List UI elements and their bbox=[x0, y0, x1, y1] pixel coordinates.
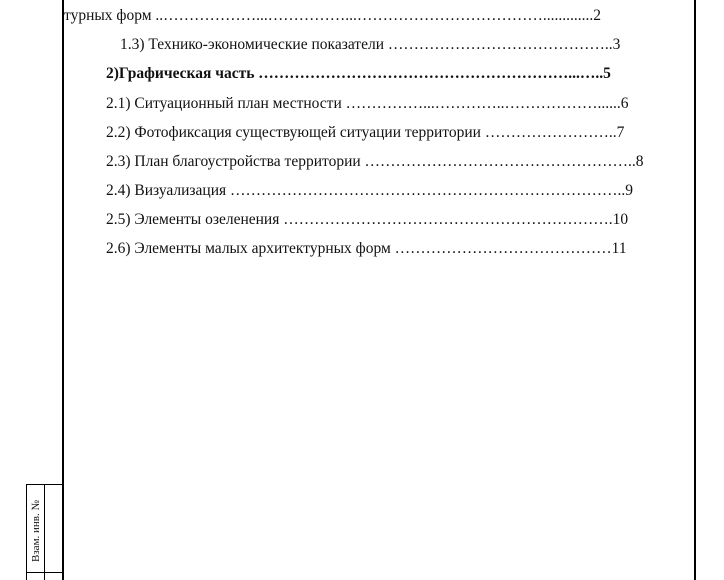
stamp-label: Взам. инв. № bbox=[30, 500, 42, 562]
toc-item-1-3: 1.3) Технико-экономические показатели ……………………………………..3 bbox=[120, 36, 621, 53]
frame-left-border bbox=[62, 0, 64, 580]
toc-item-2-3: 2.3) План благоустройства территории ……………………………………………..8 bbox=[106, 153, 644, 170]
toc-item-2-6: 2.6) Элементы малых архитектурных форм ……………………………………11 bbox=[106, 240, 627, 257]
toc-item-2-5: 2.5) Элементы озеленения ……………………………………………………….10 bbox=[106, 211, 629, 228]
stamp-bottom-line bbox=[26, 572, 64, 573]
stamp-col-line-2 bbox=[44, 484, 45, 580]
toc-section-2: 2)Графическая часть ……………………………………………………...…..5 bbox=[106, 65, 611, 82]
stamp-col-line-1 bbox=[26, 484, 27, 580]
toc-item-2-2: 2.2) Фотофиксация существующей ситуации территории ……………………..7 bbox=[106, 124, 625, 141]
frame-right-border bbox=[694, 0, 696, 580]
stamp-top-line bbox=[26, 484, 64, 485]
toc-item-2-1: 2.1) Ситуационный план местности ……………...…………..………………......6 bbox=[106, 95, 629, 112]
toc-continuation-line: турных форм ..………………...……………...……………………………….............2 bbox=[64, 7, 602, 24]
toc-item-2-4: 2.4) Визуализация …………………………………………………………………..9 bbox=[106, 182, 634, 199]
